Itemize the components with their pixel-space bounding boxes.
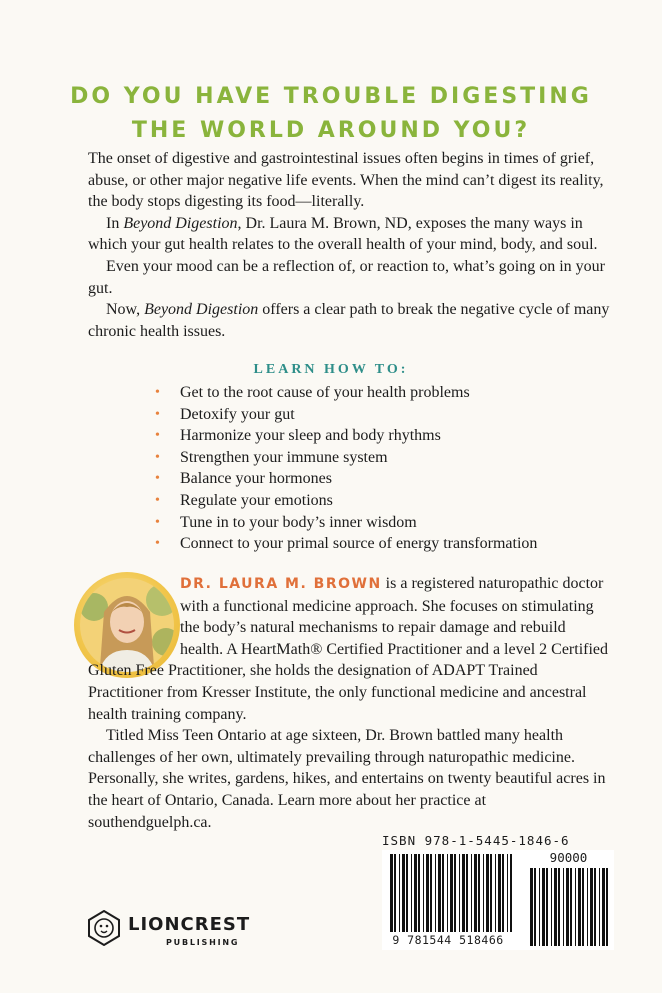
barcode-block	[382, 833, 614, 950]
list-item	[155, 447, 537, 469]
headline-line-2: THE WORLD AROUND YOU?	[131, 118, 531, 143]
list-item	[155, 404, 537, 426]
book-title: Beyond Digestion	[144, 301, 259, 319]
barcode-number: 9 781544 518466	[392, 933, 504, 947]
list-item-text: Tune in to your body’s inner wisdom	[180, 513, 417, 531]
intro-paragraph-2-start: In	[106, 214, 124, 232]
bullet-icon: •	[155, 406, 160, 422]
author-name: DR. LAURA M. BROWN	[180, 576, 382, 592]
bullet-icon: •	[155, 449, 160, 465]
intro-paragraph-2-end: , Dr. Laura M. Brown, ND, exposes the many ways in which your gut health relates to the overall health of your mind, body, and soul.	[88, 214, 598, 254]
bullet-icon: •	[155, 471, 160, 487]
author-bio	[88, 573, 610, 833]
learn-heading: LEARN HOW TO:	[253, 362, 409, 377]
barcode-addon-number: 90000	[549, 850, 588, 865]
list-item	[155, 382, 537, 404]
intro-paragraph-4-start: Now,	[106, 301, 145, 319]
bio-paragraph-2: Titled Miss Teen Ontario at age sixteen, Dr. Brown battled many health challenges of her own, ultimately prevailing through naturopathic medicine. Personally, she writes, gardens, hikes, and entertains on twenty beautiful acres in the heart of Ontario, Canada. Learn more about her practice at southendguelph.ca.	[88, 727, 606, 831]
list-item-text: Harmonize your sleep and body rhythms	[180, 427, 441, 445]
intro-paragraph-3: Even your mood can be a reflection of, or reaction to, what’s going on in your gut.	[88, 257, 605, 297]
list-item	[155, 512, 537, 534]
headline	[0, 80, 662, 148]
list-item-text: Strengthen your immune system	[180, 448, 388, 466]
headline-line-1: DO YOU HAVE TROUBLE DIGESTING	[70, 84, 592, 109]
isbn-text: ISBN 978-1-5445-1846-6	[382, 833, 570, 848]
intro-paragraph-2	[88, 213, 610, 256]
lion-icon	[86, 910, 122, 946]
intro-paragraph-4	[88, 299, 610, 342]
list-item	[155, 533, 537, 555]
list-item	[155, 468, 537, 490]
publisher-logo	[86, 910, 256, 950]
bullet-icon: •	[155, 536, 160, 552]
list-item-text: Detoxify your gut	[180, 405, 295, 423]
bullet-icon: •	[155, 385, 160, 400]
learn-list	[155, 382, 537, 555]
publisher-subtitle: PUBLISHING	[166, 938, 240, 947]
list-item	[155, 425, 537, 447]
bio-paragraph-1-text: is a registered naturopathic doctor with a functional medicine approach. She focuses on stimulating the body’s natural mechanisms to repair damage and rebuild health. A HeartMath® Certified Practitioner and a level 2 Certified Gluten Free Practitioner, she holds the designation of ADAPT Trained Practitioner from Kresser Institute, the only functional medicine and ancestral health training company.	[88, 575, 609, 723]
list-item-text: Balance your hormones	[180, 470, 332, 488]
list-item-text: Get to the root cause of your health problems	[180, 384, 470, 401]
list-item	[155, 490, 537, 512]
bullet-icon: •	[155, 492, 160, 508]
intro-paragraph-4-end: offers a clear path to break the negative cycle of many chronic health issues.	[88, 301, 610, 340]
bullet-icon: •	[155, 428, 160, 444]
intro-paragraph-1: The onset of digestive and gastrointestinal issues often begins in times of grief, abuse, or other major negative life events. When the mind can’t digest its reality, the body stops digesting its food—literally.	[88, 150, 604, 211]
list-item-text: Connect to your primal source of energy transformation	[180, 535, 538, 553]
list-item-text: Regulate your emotions	[180, 491, 333, 509]
bullet-icon: •	[155, 514, 160, 530]
publisher-name: LIONCREST	[128, 914, 251, 935]
intro-text	[88, 148, 610, 342]
book-title: Beyond Digestion	[123, 214, 238, 232]
